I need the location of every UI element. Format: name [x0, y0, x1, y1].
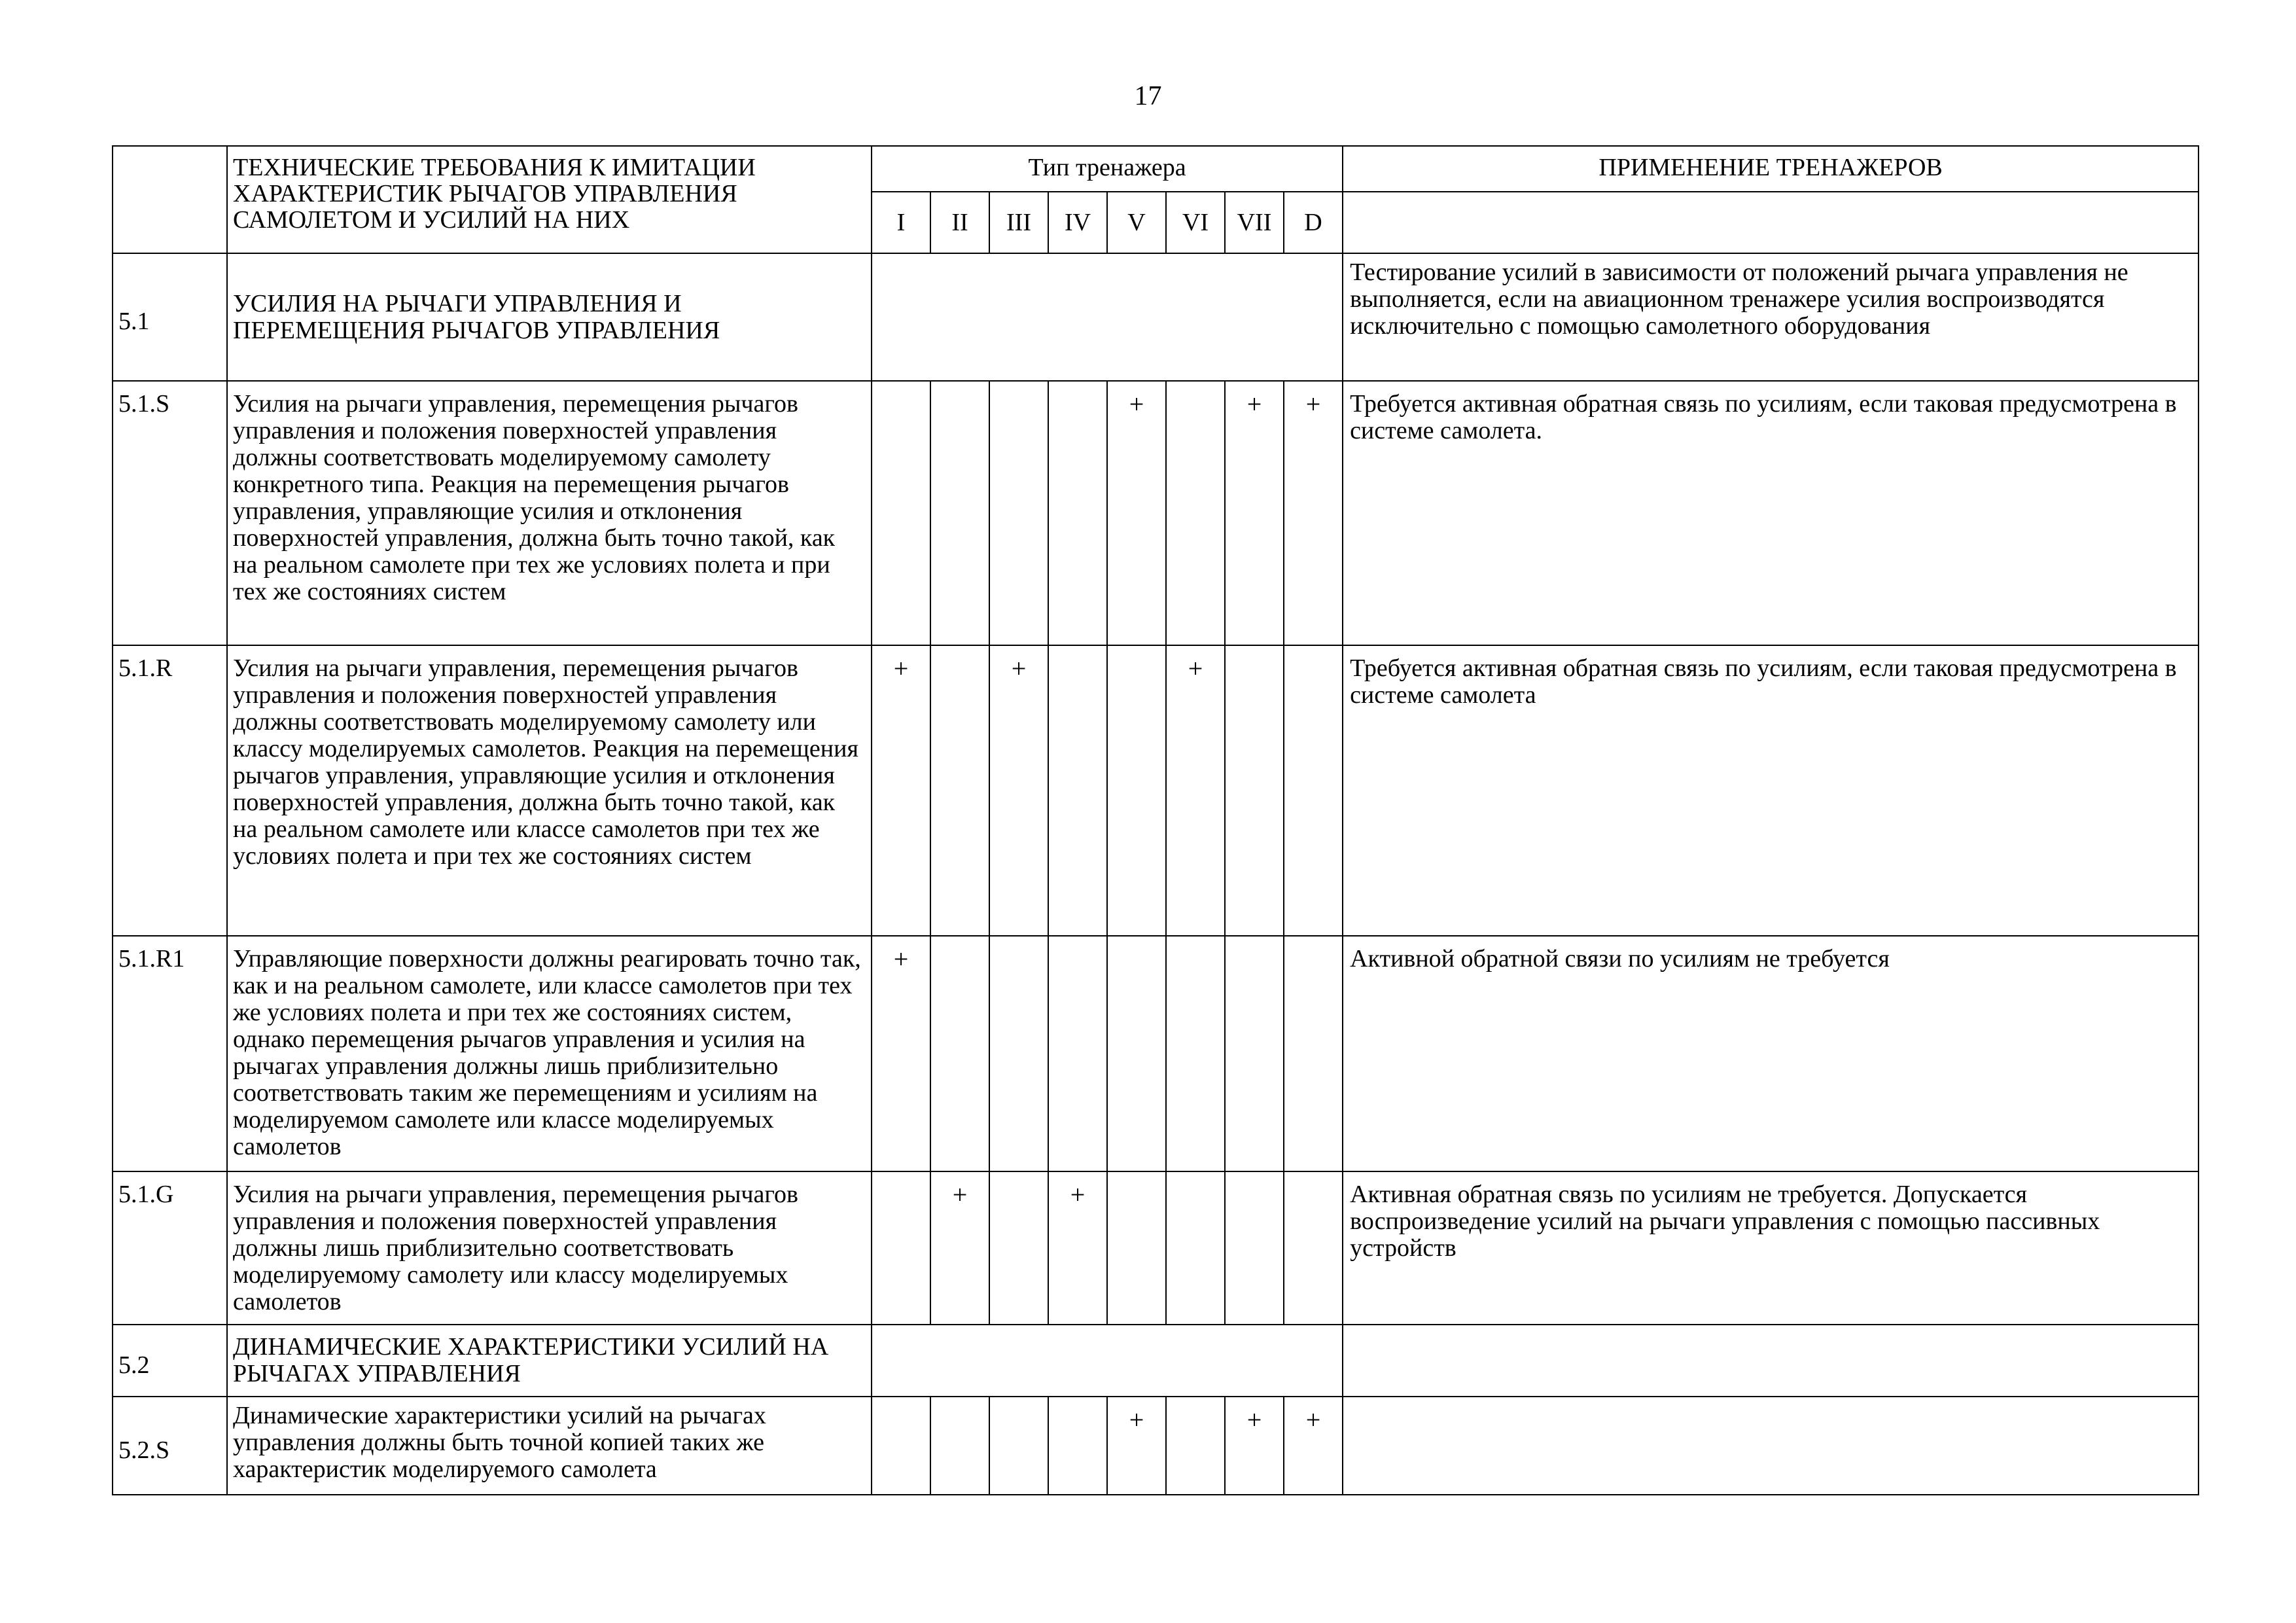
table-row: [113, 1171, 2199, 1325]
row-requirement: Управляющие поверхности должны реагировать точно так, как и на реальном самолете, или классе самолетов при тех же условиях полета и при тех же состояниях систем, однако перемещения рычагов управления и усилия на рычагах управления должны лишь приблизительно соответствовать таким же перемещениям и усилиям на моделируемом самолете или классе моделируемых самолетов: [227, 936, 872, 1171]
col-header-vii: VII: [1225, 192, 1284, 253]
mark-vi: [1166, 936, 1225, 1171]
row-number: 5.1.R1: [113, 936, 227, 1171]
header-row: [113, 146, 2199, 192]
col-header-v: V: [1107, 192, 1166, 253]
mark-v: +: [1107, 381, 1166, 645]
mark-ii: [930, 645, 989, 936]
mark-v: [1107, 645, 1166, 936]
mark-vi: [1166, 1171, 1225, 1325]
mark-i: [872, 1397, 930, 1495]
row-requirement: Усилия на рычаги управления, перемещения рычагов управления и положения поверхностей управления должны соответствовать моделируемому самолету конкретного типа. Реакция на перемещения рычагов управления, управляющие усилия и отклонения поверхностей управления, должна быть точно такой, как на реальном самолете при тех же условиях полета и при тех же состояниях систем: [227, 381, 872, 645]
mark-iii: [989, 381, 1048, 645]
row-number: 5.2.S: [113, 1397, 227, 1495]
col-header-iii: III: [989, 192, 1048, 253]
mark-iii: [989, 1171, 1048, 1325]
mark-iii: [989, 936, 1048, 1171]
mark-iv: [1048, 381, 1107, 645]
row-application: Требуется активная обратная связь по усилиям, если таковая предусмотрена в системе самолета.: [1343, 381, 2199, 645]
row-application: Требуется активная обратная связь по усилиям, если таковая предусмотрена в системе самолета: [1343, 645, 2199, 936]
row-marks-merged: [872, 253, 1343, 381]
row-application: [1343, 1397, 2199, 1495]
row-requirement: Динамические характеристики усилий на рычагах управления должны быть точной копией таких же характеристик моделируемого самолета: [227, 1397, 872, 1495]
header-application-empty: [1343, 192, 2199, 253]
mark-i: [872, 1171, 930, 1325]
mark-v: [1107, 1171, 1166, 1325]
mark-vi: [1166, 381, 1225, 645]
row-requirement: Усилия на рычаги управления, перемещения рычагов управления и положения поверхностей управления должны лишь приблизительно соответствовать моделируемому самолету или классу моделируемых самолетов: [227, 1171, 872, 1325]
mark-i: [872, 381, 930, 645]
header-type-label: Тип тренажера: [872, 146, 1343, 192]
col-header-vi: VI: [1166, 192, 1225, 253]
mark-iv: [1048, 936, 1107, 1171]
row-number: 5.1.S: [113, 381, 227, 645]
table-row: [113, 645, 2199, 936]
table-row: [113, 936, 2199, 1171]
col-header-d: D: [1284, 192, 1343, 253]
mark-iv: [1048, 1397, 1107, 1495]
mark-d: [1284, 1171, 1343, 1325]
header-application-label: ПРИМЕНЕНИЕ ТРЕНАЖЕРОВ: [1343, 146, 2199, 192]
header-num-cell: [113, 146, 227, 253]
section-row: [113, 253, 2199, 381]
mark-d: +: [1284, 381, 1343, 645]
mark-ii: [930, 936, 989, 1171]
mark-ii: [930, 1397, 989, 1495]
table-row: [113, 1397, 2199, 1495]
mark-i: +: [872, 645, 930, 936]
row-requirement: УСИЛИЯ НА РЫЧАГИ УПРАВЛЕНИЯ И ПЕРЕМЕЩЕНИЯ РЫЧАГОВ УПРАВЛЕНИЯ: [227, 253, 872, 381]
mark-d: [1284, 645, 1343, 936]
row-requirement: ДИНАМИЧЕСКИЕ ХАРАКТЕРИСТИКИ УСИЛИЙ НА РЫЧАГАХ УПРАВЛЕНИЯ: [227, 1325, 872, 1397]
col-header-iv: IV: [1048, 192, 1107, 253]
mark-ii: +: [930, 1171, 989, 1325]
row-number: 5.1: [113, 253, 227, 381]
mark-vi: +: [1166, 645, 1225, 936]
row-application: [1343, 1325, 2199, 1397]
header-title: ТЕХНИЧЕСКИЕ ТРЕБОВАНИЯ К ИМИТАЦИИ ХАРАКТЕРИСТИК РЫЧАГОВ УПРАВЛЕНИЯ САМОЛЕТОМ И УСИЛИЙ НА НИХ: [227, 146, 872, 253]
row-number: 5.2: [113, 1325, 227, 1397]
mark-vi: [1166, 1397, 1225, 1495]
table-row: [113, 381, 2199, 645]
mark-i: +: [872, 936, 930, 1171]
mark-v: [1107, 936, 1166, 1171]
row-requirement: Усилия на рычаги управления, перемещения рычагов управления и положения поверхностей управления должны соответствовать моделируемому самолету или классу моделируемых самолетов. Реакция на перемещения рычагов управления, управляющие усилия и отклонения поверхностей управления, должна быть точно такой, как на реальном самолете или классе самолетов при тех же условиях полета и при тех же состояниях систем: [227, 645, 872, 936]
mark-vii: +: [1225, 381, 1284, 645]
col-header-i: I: [872, 192, 930, 253]
requirements-table: [112, 145, 2199, 1495]
mark-vii: [1225, 645, 1284, 936]
col-header-ii: II: [930, 192, 989, 253]
mark-iv: +: [1048, 1171, 1107, 1325]
mark-iii: [989, 1397, 1048, 1495]
row-application: Активной обратной связи по усилиям не требуется: [1343, 936, 2199, 1171]
row-number: 5.1.G: [113, 1171, 227, 1325]
row-application: Активная обратная связь по усилиям не требуется. Допускается воспроизведение усилий на рычаги управления с помощью пассивных устройств: [1343, 1171, 2199, 1325]
mark-vii: +: [1225, 1397, 1284, 1495]
mark-iv: [1048, 645, 1107, 936]
mark-ii: [930, 381, 989, 645]
mark-vii: [1225, 1171, 1284, 1325]
row-marks-merged: [872, 1325, 1343, 1397]
row-number: 5.1.R: [113, 645, 227, 936]
mark-iii: +: [989, 645, 1048, 936]
mark-v: +: [1107, 1397, 1166, 1495]
mark-d: +: [1284, 1397, 1343, 1495]
page-number: 17: [1134, 81, 1162, 111]
mark-d: [1284, 936, 1343, 1171]
mark-vii: [1225, 936, 1284, 1171]
row-application: Тестирование усилий в зависимости от положений рычага управления не выполняется, если на авиационном тренажере усилия воспроизводятся исключительно с помощью самолетного оборудования: [1343, 253, 2199, 381]
section-row: [113, 1325, 2199, 1397]
